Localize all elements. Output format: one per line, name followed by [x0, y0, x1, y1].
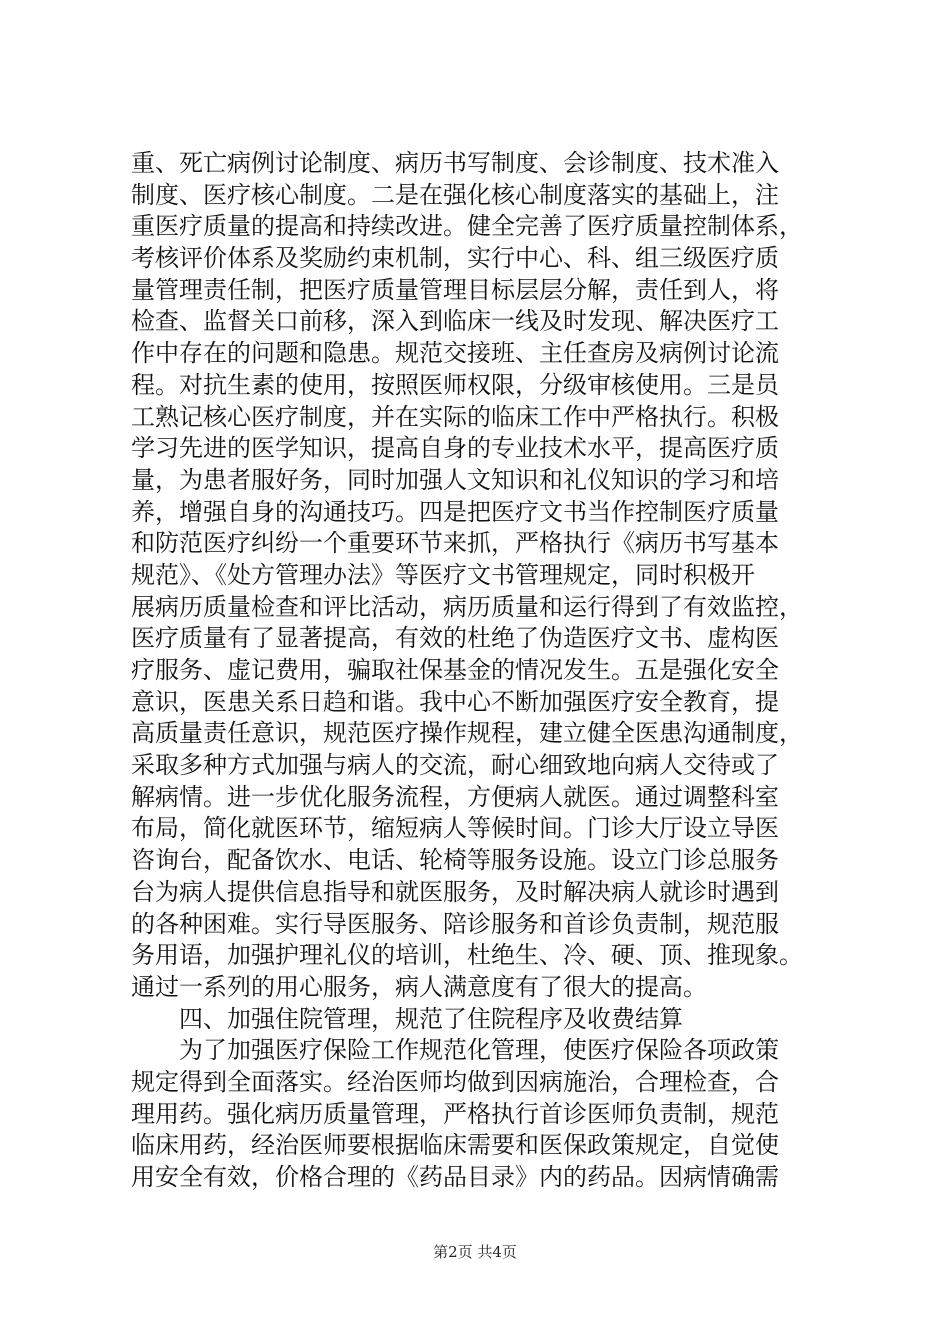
text-line: 检查、监督关口前移，深入到临床一线及时发现、解决医疗工 — [131, 307, 779, 336]
text-line: 制度、医疗核心制度。二是在强化核心制度落实的基础上，注 — [131, 180, 779, 209]
text-line: 意识，医患关系日趋和谐。我中心不断加强医疗安全教育，提 — [131, 687, 779, 716]
text-line: 理用药。强化病历质量管理，严格执行首诊医师负责制，规范 — [131, 1099, 779, 1128]
text-line: 学习先进的医学知识，提高自身的专业技术水平，提高医疗质 — [131, 434, 779, 463]
text-line: 用安全有效，价格合理的《药品目录》内的药品。因病情确需 — [131, 1163, 779, 1191]
text-line: 务用语，加强护理礼仪的培训，杜绝生、冷、硬、顶、推现象。 — [131, 941, 803, 970]
text-line: 台为病人提供信息指导和就医服务，及时解决病人就诊时遇到 — [131, 877, 779, 906]
text-line: 布局，简化就医环节，缩短病人等候时间。门诊大厅设立导医 — [131, 814, 779, 843]
text-line: 采取多种方式加强与病人的交流，耐心细致地向病人交待或了 — [131, 751, 779, 780]
text-line: 规范》、《处方管理办法》等医疗文书管理规定，同时积极开 — [131, 560, 755, 589]
page-number-footer: 第2页 共4页 — [433, 1243, 517, 1261]
section-heading: 四、加强住院管理，规范了住院程序及收费结算 — [131, 1004, 683, 1033]
text-line: 医疗质量有了显著提高，有效的杜绝了伪造医疗文书、虚构医 — [131, 624, 779, 653]
text-line: 规定得到全面落实。经治医师均做到因病施治，合理检查，合 — [131, 1067, 779, 1096]
text-line: 展病历质量检查和评比活动，病历质量和运行得到了有效监控， — [131, 592, 803, 621]
text-line: 量，为患者服好务，同时加强人文知识和礼仪知识的学习和培 — [131, 465, 779, 494]
text-line: 程。对抗生素的使用，按照医师权限，分级审核使用。三是员 — [131, 370, 779, 399]
text-line: 临床用药，经治医师要根据临床需要和医保政策规定，自觉使 — [131, 1131, 779, 1160]
text-line: 高质量责任意识，规范医疗操作规程，建立健全医患沟通制度， — [131, 719, 803, 748]
text-line: 和防范医疗纠纷一个重要环节来抓，严格执行《病历书写基本 — [131, 529, 779, 558]
text-line: 解病情。进一步优化服务流程，方便病人就医。通过调整科室 — [131, 782, 779, 811]
body-text — [131, 148, 831, 1194]
text-line: 通过一系列的用心服务，病人满意度有了很大的提高。 — [131, 972, 707, 1001]
text-line: 咨询台，配备饮水、电话、轮椅等服务设施。设立门诊总服务 — [131, 846, 779, 875]
text-line: 量管理责任制，把医疗质量管理目标层层分解，责任到人，将 — [131, 275, 779, 304]
text-line: 养，增强自身的沟通技巧。四是把医疗文书当作控制医疗质量 — [131, 497, 779, 526]
text-line: 重、死亡病例讨论制度、病历书写制度、会诊制度、技术准入 — [131, 149, 779, 177]
text-line: 工熟记核心医疗制度，并在实际的临床工作中严格执行。积极 — [131, 402, 779, 431]
text-line: 重医疗质量的提高和持续改进。健全完善了医疗质量控制体系， — [131, 212, 803, 241]
text-line: 为了加强医疗保险工作规范化管理，使医疗保险各项政策 — [131, 1036, 779, 1065]
text-line: 作中存在的问题和隐患。规范交接班、主任查房及病例讨论流 — [131, 339, 779, 368]
text-line: 疗服务、虚记费用，骗取社保基金的情况发生。五是强化安全 — [131, 656, 779, 684]
text-line: 的各种困难。实行导医服务、陪诊服务和首诊负责制，规范服 — [131, 909, 779, 938]
text-line: 考核评价体系及奖励约束机制，实行中心、科、组三级医疗质 — [131, 244, 779, 273]
